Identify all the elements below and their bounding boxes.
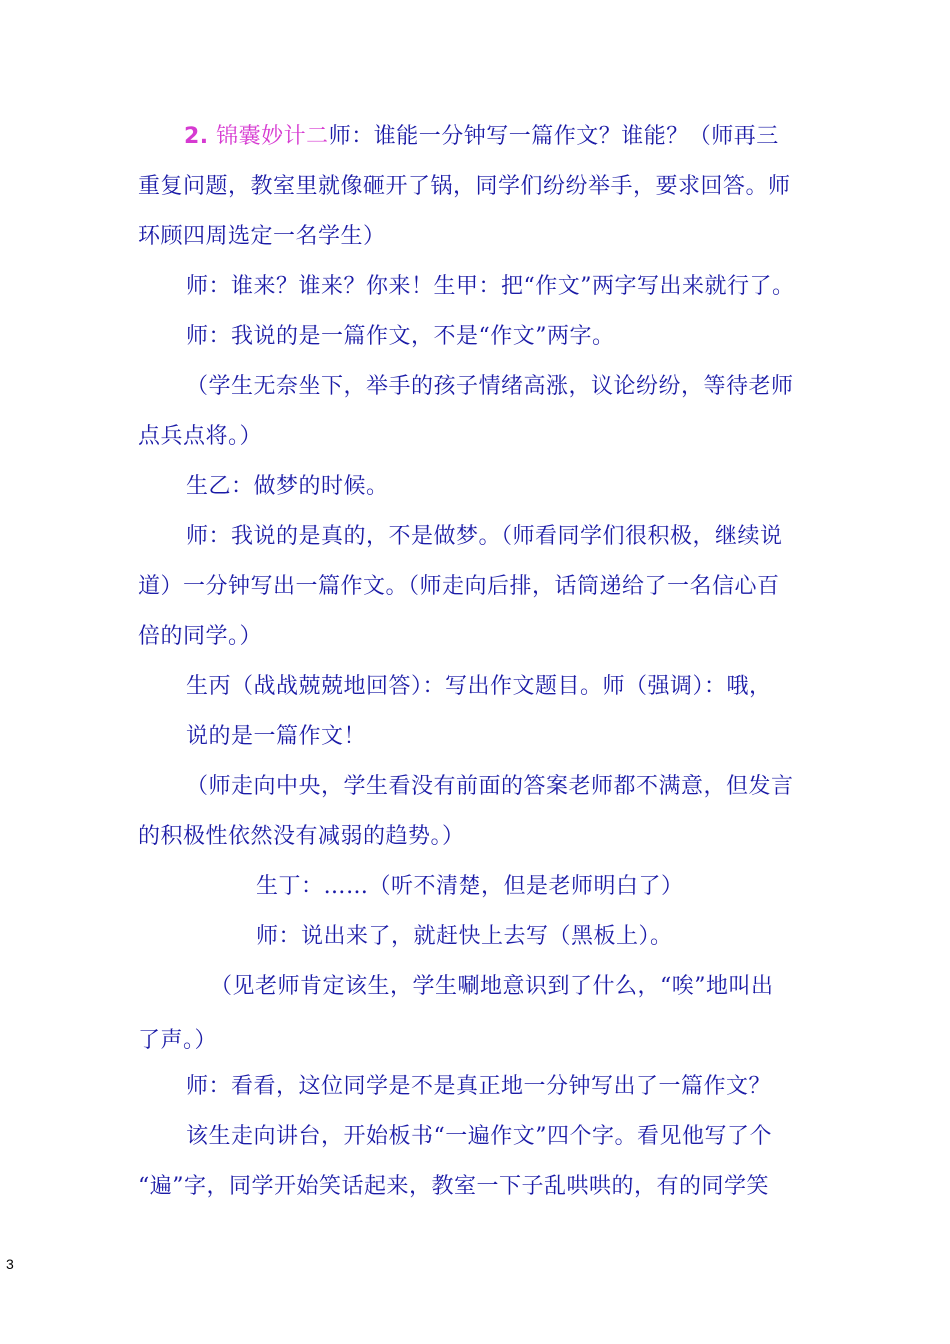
paragraph-line: 倍的同学。） xyxy=(138,624,263,649)
paragraph-line: （见老师肯定该生，学生唰地意识到了什么，“唉”地叫出 xyxy=(210,974,774,999)
heading-text: 师：谁能一分钟写一篇作文？谁能？（师再三 xyxy=(328,124,779,149)
paragraph-line: 点兵点将。） xyxy=(138,424,263,449)
paragraph-line: 道）一分钟写出一篇作文。（师走向后排，话筒递给了一名信心百 xyxy=(138,574,780,599)
paragraph-line: 师：我说的是一篇作文，不是“作文”两字。 xyxy=(186,324,615,349)
paragraph-line: 师：我说的是真的，不是做梦。（师看同学们很积极，继续说 xyxy=(186,524,783,549)
paragraph-line: 师：看看，这位同学是不是真正地一分钟写出了一篇作文？ xyxy=(186,1074,772,1099)
paragraph-line: （师走向中央，学生看没有前面的答案老师都不满意，但发言 xyxy=(186,774,794,799)
paragraph-line: 环顾四周选定一名学生） xyxy=(138,224,386,249)
paragraph-line: “遍”字，同学开始笑话起来，教室一下子乱哄哄的，有的同学笑 xyxy=(138,1174,769,1199)
paragraph-line: 师：谁来？谁来？你来！生甲：把“作文”两字写出来就行了。 xyxy=(186,274,795,299)
paragraph-line: （学生无奈坐下，举手的孩子情绪高涨，议论纷纷，等待老师 xyxy=(186,374,794,399)
paragraph-line: 师：说出来了，就赶快上去写（黑板上）。 xyxy=(256,924,673,949)
paragraph-line: 生乙：做梦的时候。 xyxy=(186,474,389,499)
heading-title: 锦囊妙计二 xyxy=(216,124,329,149)
paragraph-line: 重复问题，教室里就像砸开了锅，同学们纷纷举手，要求回答。师 xyxy=(138,174,791,199)
paragraph-line: 生丙（战战兢兢地回答）：写出作文题目。师（强调）：哦， xyxy=(186,674,772,699)
heading-line xyxy=(184,123,779,151)
paragraph-line: 说的是一篇作文！ xyxy=(186,724,367,749)
paragraph-line: 生丁：……（听不清楚，但是老师明白了） xyxy=(256,874,684,899)
heading-number: 2. xyxy=(184,124,209,149)
paragraph-line: 的积极性依然没有减弱的趋势。） xyxy=(138,824,465,849)
paragraph-line: 了声。） xyxy=(138,1028,218,1053)
paragraph-line: 该生走向讲台，开始板书“一遍作文”四个字。看见他写了个 xyxy=(186,1124,772,1149)
page-number: 3 xyxy=(6,1256,14,1272)
